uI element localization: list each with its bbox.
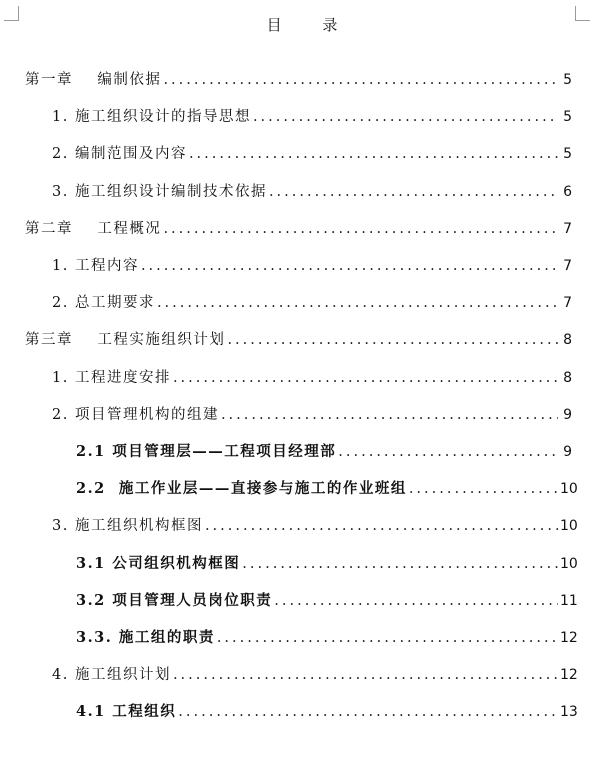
toc-entry-page: 6 <box>563 183 572 200</box>
toc-entry-title: 1. 工程内容 <box>52 258 139 274</box>
toc-dot-leader <box>205 516 558 536</box>
toc-entry-page: 12 <box>560 667 578 684</box>
toc-entry-page: 5 <box>563 72 572 88</box>
toc-entry-page: 10 <box>560 518 578 535</box>
toc-entry-title: 3.2 项目管理人员岗位职责 <box>76 591 273 609</box>
toc-entry[interactable] <box>0 661 578 685</box>
toc-entry-page: 13 <box>560 704 578 721</box>
toc-entry-title: 第一章 编制依据 <box>25 72 162 88</box>
toc-dot-leader <box>163 219 558 239</box>
toc-entry-page: 11 <box>560 592 578 609</box>
toc-entry-page: 9 <box>563 406 572 423</box>
toc-entry[interactable] <box>0 438 572 462</box>
toc-dot-leader <box>221 405 558 425</box>
toc-dot-leader <box>253 107 558 127</box>
toc-entry-page: 5 <box>563 146 572 163</box>
toc-entry[interactable] <box>0 364 572 388</box>
toc-entry-title: 3. 施工组织机构框图 <box>52 518 203 535</box>
toc-dot-leader <box>163 70 558 90</box>
toc-entry-page: 10 <box>560 481 578 498</box>
toc-entry[interactable] <box>0 140 572 164</box>
toc-dot-leader <box>157 293 558 313</box>
toc-entry-page: 9 <box>563 444 572 460</box>
toc-entry-title: 4.1 工程组织 <box>76 703 177 721</box>
toc-entry-title: 2.2 施工作业层——直接参与施工的作业班组 <box>76 480 407 498</box>
toc-entry-title: 3.1 公司组织机构框图 <box>76 554 241 572</box>
toc-entry-page: 7 <box>563 220 572 237</box>
toc-entry[interactable] <box>0 326 572 350</box>
toc-entry-title: 1. 工程进度安排 <box>52 369 171 386</box>
toc-entry[interactable] <box>0 401 572 425</box>
toc-entry-page: 8 <box>563 332 572 349</box>
toc-dot-leader <box>217 628 558 648</box>
toc-entry-title: 3.3. 施工组的职责 <box>76 629 215 646</box>
toc-entry-page: 5 <box>563 109 572 126</box>
toc-entry-page: 8 <box>563 369 572 386</box>
toc-dot-leader <box>173 665 558 685</box>
toc-dot-leader <box>269 182 558 202</box>
toc-entry-title: 第二章 工程概况 <box>25 220 162 237</box>
toc-dot-leader <box>409 479 558 499</box>
toc-entry-title: 2.1 项目管理层——工程项目经理部 <box>76 443 337 460</box>
toc-entry-page: 7 <box>563 258 572 274</box>
toc-title: 目 录 <box>266 16 356 34</box>
toc-entry-page: 7 <box>563 295 572 312</box>
toc-entry[interactable] <box>0 252 572 276</box>
toc-entry-title: 2. 总工期要求 <box>52 295 155 312</box>
toc-entry[interactable] <box>0 550 578 574</box>
toc-entry-title: 2. 项目管理机构的组建 <box>52 406 219 423</box>
toc-dot-leader <box>227 330 558 350</box>
toc-dot-leader <box>189 144 558 164</box>
toc-dot-leader <box>338 442 558 462</box>
toc-entry[interactable] <box>0 215 572 239</box>
toc-entry[interactable] <box>0 289 572 313</box>
toc-entry-title: 第三章 工程实施组织计划 <box>25 332 226 349</box>
toc-dot-leader <box>173 368 558 388</box>
toc-entry[interactable] <box>0 512 578 536</box>
toc-dot-leader <box>274 591 558 611</box>
toc-entry[interactable] <box>0 587 578 611</box>
toc-dot-leader <box>178 702 558 722</box>
toc-dot-leader <box>141 256 558 276</box>
toc-entry[interactable] <box>0 475 578 499</box>
toc-entry[interactable] <box>0 698 578 722</box>
toc-entry-page: 10 <box>560 555 578 572</box>
toc-entry-title: 2. 编制范围及内容 <box>52 146 187 163</box>
toc-entry[interactable] <box>0 103 572 127</box>
toc-entry-title: 1. 施工组织设计的指导思想 <box>52 109 251 126</box>
toc-dot-leader <box>242 554 558 574</box>
toc-entry[interactable] <box>0 178 572 202</box>
toc-entry[interactable] <box>0 624 578 648</box>
toc-entry-title: 3. 施工组织设计编制技术依据 <box>52 183 267 200</box>
toc-entry-title: 4. 施工组织计划 <box>52 667 171 684</box>
toc-entry-page: 12 <box>560 630 578 646</box>
toc-entry[interactable] <box>0 66 572 90</box>
